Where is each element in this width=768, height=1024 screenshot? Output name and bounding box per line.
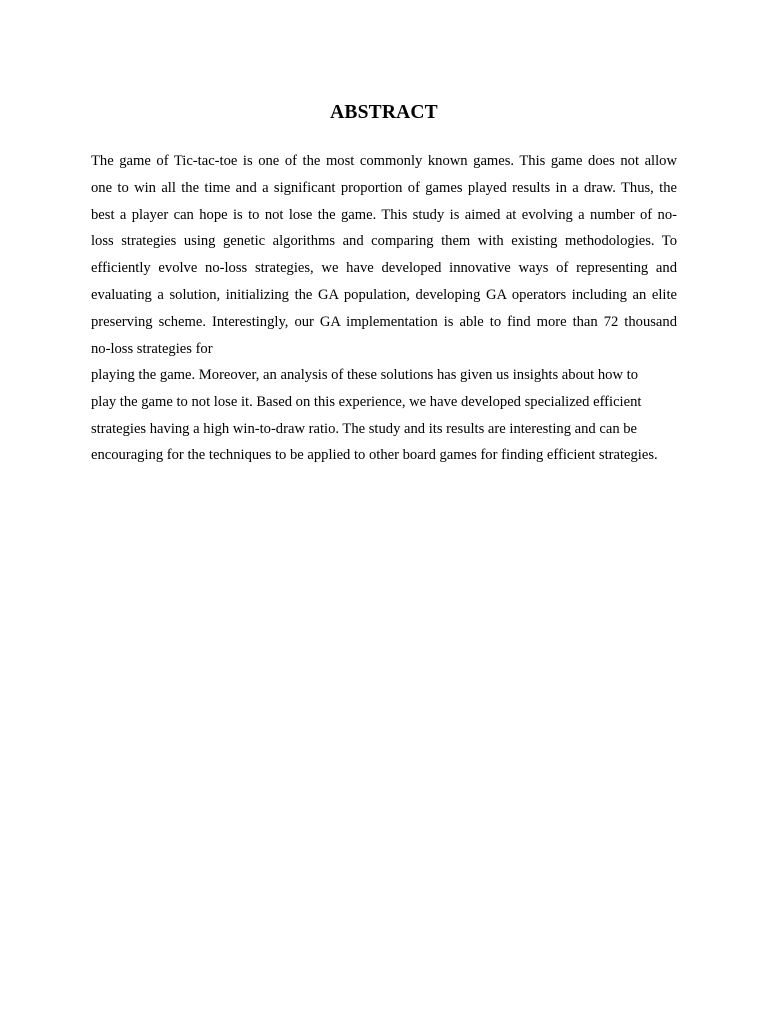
paragraph-line: encouraging for the techniques to be applied to other board games for finding efficient strategies. xyxy=(91,447,658,464)
paragraph-line: play the game to not lose it. Based on this experience, we have developed specialized efficient xyxy=(91,393,642,410)
paragraph-line: strategies having a high win-to-draw ratio. The study and its results are interesting and can be xyxy=(91,420,638,437)
paragraph-line: playing the game. Moreover, an analysis of these solutions has given us insights about how to xyxy=(91,367,639,383)
paragraph-line: loss strategies using genetic algorithms and comparing them with existing methodologies. To xyxy=(91,233,677,250)
paragraph-line: best a player can hope is to not lose the game. This study is aimed at evolving a number of no- xyxy=(91,206,677,223)
paragraph-line: evaluating a solution, initializing the GA population, developing GA operators including an elite xyxy=(91,286,677,303)
paragraph-line: preserving scheme. Interestingly, our GA implementation is able to find more than 72 thousand xyxy=(91,313,677,330)
paragraph-line: one to win all the time and a significant proportion of games played results in a draw. Thus, the xyxy=(91,179,677,196)
paragraph-line: efficiently evolve no-loss strategies, we have developed innovative ways of representing and xyxy=(91,260,677,277)
abstract-paragraph-2 xyxy=(91,362,677,469)
paragraph-line: no-loss strategies for xyxy=(91,340,213,357)
page-title: ABSTRACT xyxy=(330,102,438,123)
abstract-paragraph-1 xyxy=(91,148,677,362)
paragraph-line: The game of Tic-tac-toe is one of the most commonly known games. This game does not allow xyxy=(91,153,677,169)
